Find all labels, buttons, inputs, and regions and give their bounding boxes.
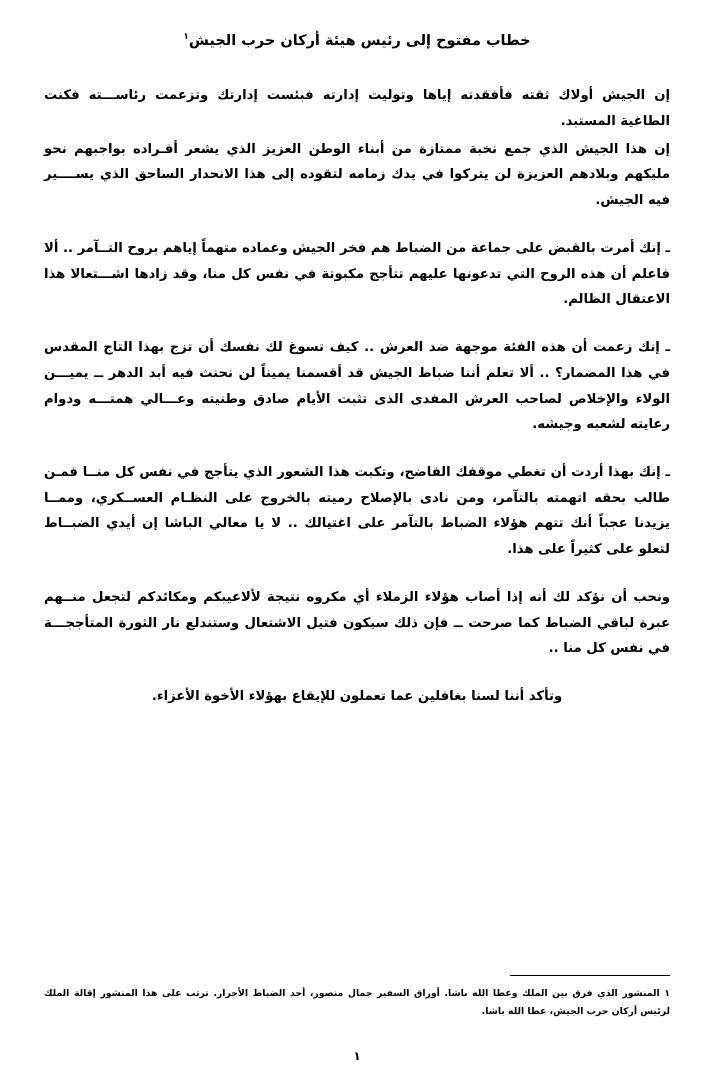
footnote-body: المنشور الذي فرق بين الملك وعطا الله باشا. أوراق السفير جمال منصور، أحد الضباط الأحرار. ترتب على هذا المنشور إقالة الملك لرئيس أركان حرب الجيش، عطا الله باشا. <box>44 988 670 1017</box>
spacer <box>44 565 670 585</box>
spacer <box>44 440 670 460</box>
footnote-marker: ١ <box>664 988 670 1000</box>
footnote-divider <box>510 975 670 976</box>
page-title <box>44 30 670 53</box>
paragraph-2: إن هذا الجيش الذي جمع نخبة ممتازة من أبناء الوطن العزيز الذي يشعر أفـراده بواجبهم نحو مليكهم وبلادهم العزيزة لن يتركوا في يدك زمامه لتقوده إلى هذا الانحدار الساحق الذي يســــير فيه الجيش. <box>44 141 670 209</box>
spacer <box>44 216 670 236</box>
footnote-text <box>44 985 670 1019</box>
page-title-text: خطاب مفتوح إلى رئيس هيئة أركان حرب الجيش <box>188 33 531 49</box>
paragraph-3: ـ إنك أمرت بالقبض على جماعة من الضباط هم فخر الجيش وعماده متهماً إياهم بروح التــآمر .. ألا فاعلم أن هذه الروح التي تدعونها عليهم تتأجج مكبوتة في نفس كل منا، وقد زادها اشـــتعالا هذا الاعتقال الظالم. <box>44 240 670 308</box>
footnote-section <box>44 975 670 1029</box>
paragraph-5: ـ إنك بهذا أردت أن تغطي موقفك الفاضح، وتكبت هذا الشعور الذي يتأجج في نفس كل منــا فمـن طالب بحقه اتهمته بالتآمر، ومن نادى بالإصلاح رميته بالخروج على النظـام العســكري، وممــا يزيدنا عجباً أنك تتهم هؤلاء الضباط بالتآمر على اغتيالك .. لا يا معالي الباشا إن أيدي الضبــاط لتعلو على كثيراً على هذا. <box>44 465 670 558</box>
page-number: ١ <box>353 1049 361 1063</box>
footnote-reference-marker: ١ <box>183 32 189 43</box>
paragraph-4: ـ إنك زعمت أن هذه الفئة موجهة ضد العرش .. كيف تسوغ لك نفسك أن تزج بهذا التاج المقدس في هذا المضمار؟ .. ألا تعلم أننا ضباط الجيش قد أقسمنا يميناً لن نحنث فيه أبد الدهر ــ يميـــن الولاء والإخلاص لصاحب العرش المفدى الذى تثبت الأيام صادق وطنيته وعـــالي همتـــه ودوام رعايته لشعبه وجيشه. <box>44 340 670 433</box>
paragraph-7: وتأكد أننا لسنا بغافلين عما تعملون للإيقاع بهؤلاء الأخوة الأعزاء. <box>151 689 563 705</box>
paragraph-6: ونحب أن نؤكد لك أنه إذا أصاب هؤلاء الزملاء أي مكروه نتيجة لألاعيبكم ومكائدكم لتجعل منــهم عبرة لباقي الضباط كما صرحت ــ فإن ذلك سيكون فتيل الاشتعال وستندلع نار الثورة المتأججـــة في نفس كل منا .. <box>44 589 670 657</box>
spacer <box>44 315 670 335</box>
document-body <box>44 83 670 710</box>
paragraph-1: إن الجيش أولاك ثقته فأفقدته إياها وتوليت إدارته فبئست إدارتك وتزعمت رئاســـته فكنت الطاغية المستبد. <box>44 88 670 129</box>
spacer <box>44 664 670 684</box>
spacer <box>44 53 670 83</box>
